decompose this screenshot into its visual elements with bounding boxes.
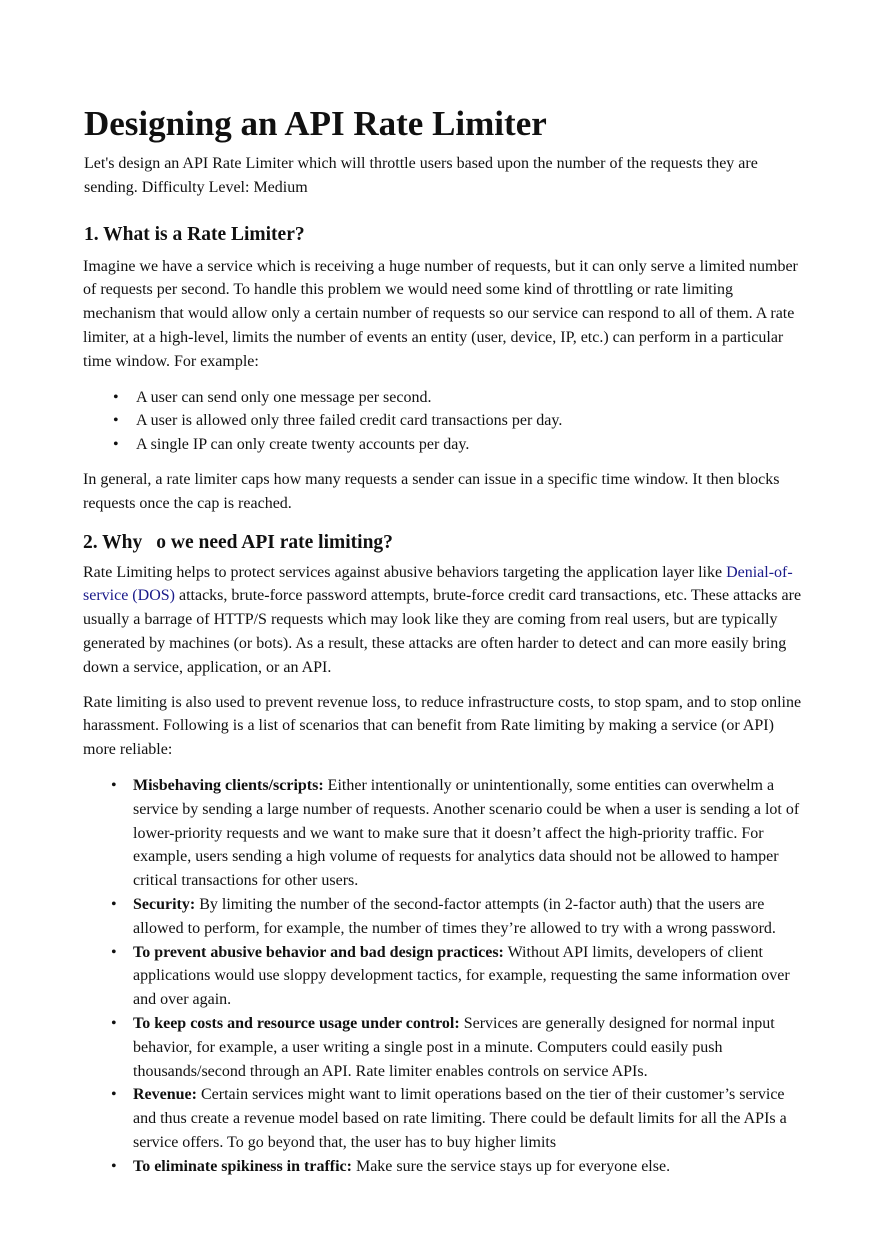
dos-link[interactable]: Denial-of-service (DOS) [83, 563, 793, 605]
scenario-text: Certain services might want to limit operations based on the tier of their customer’s service and thus create a revenue model based on rate limiting. There could be default limits for all the APIs a service offers. To go beyond that, the user has to buy higher limits [133, 1086, 787, 1151]
scenario-title: Revenue: [133, 1086, 197, 1104]
document-page [83, 104, 803, 1178]
bullet-icon: • [113, 436, 119, 454]
bullet-icon: • [111, 1086, 117, 1104]
section-2-paragraph-2: Rate limiting is also used to prevent revenue loss, to reduce infrastructure costs, to stop spam, and to stop online harassment. Following is a list of scenarios that can benefit from Rate limiting by making a service (or API) more reliable: [83, 693, 802, 759]
list-item [83, 433, 803, 457]
scenario-title: To prevent abusive behavior and bad design practices: [133, 943, 504, 961]
scenario-title: To keep costs and resource usage under control: [133, 1014, 460, 1032]
p1-text-before-link: Rate Limiting helps to protect services against abusive behaviors targeting the application layer like [83, 563, 723, 581]
bullet-icon: • [111, 1014, 117, 1032]
list-item [83, 941, 803, 1012]
list-item [83, 1083, 803, 1154]
list-item-text: A single IP can only create twenty accounts per day. [136, 436, 470, 454]
section-1-heading: 1. What is a Rate Limiter? [84, 223, 305, 245]
section-2-paragraph-1 [83, 561, 803, 680]
list-item-text: A user is allowed only three failed credit card transactions per day. [136, 412, 563, 430]
bullet-icon: • [111, 1157, 117, 1175]
section-1-closing: In general, a rate limiter caps how many requests a sender can issue in a specific time window. It then blocks requests once the cap is reached. [83, 470, 780, 512]
scenario-title: Security: [133, 895, 196, 913]
list-item [83, 1012, 803, 1083]
list-item [83, 893, 803, 941]
scenario-title: Misbehaving clients/scripts: [133, 776, 324, 794]
intro-paragraph: Let's design an API Rate Limiter which will throttle users based upon the number of the requests they are sending. Difficulty Level: Medium [84, 155, 758, 196]
list-item-text: A user can send only one message per second. [136, 388, 432, 406]
section-2-heading-part1: 2. Why [83, 531, 143, 553]
bullet-icon: • [111, 943, 117, 961]
section-2-heading-part2: o we need API rate limiting? [156, 531, 393, 553]
scenario-text: Without API limits, developers of client applications would use sloppy development tactics, for example, requesting the same information over and over again. [133, 943, 790, 1009]
bullet-icon: • [111, 776, 117, 794]
list-item [83, 386, 803, 410]
list-item [83, 1155, 803, 1179]
bullet-icon: • [113, 412, 119, 430]
bullet-icon: • [111, 895, 117, 913]
scenario-title: To eliminate spikiness in traffic: [133, 1157, 352, 1175]
bullet-icon: • [113, 388, 119, 406]
scenario-text: Services are generally designed for normal input behavior, for example, a user writing a single post in a minute. Computers could easily push thousands/second through an API. Rate limiter enables controls on service APIs. [133, 1014, 775, 1080]
scenarios-list [83, 774, 803, 1179]
list-item [83, 409, 803, 433]
p1-text-after-link: attacks, brute-force password attempts, brute-force credit card transactions, etc. These attacks are usually a barrage of HTTP/S requests which may look like they are coming from real users, but are typically generated by machines (or bots). As a result, these attacks are often harder to detect and can more easily bring down a service, application, or an API. [83, 587, 802, 676]
scenario-text: By limiting the number of the second-factor attempts (in 2-factor auth) that the users are allowed to perform, for example, the number of times they’re allowed to try with a wrong password. [133, 895, 776, 937]
page-title: Designing an API Rate Limiter [84, 104, 547, 143]
list-item [83, 774, 803, 893]
examples-list [83, 386, 803, 457]
scenario-text: Make sure the service stays up for everyone else. [355, 1157, 671, 1175]
scenario-text: Either intentionally or unintentionally, some entities can overwhelm a service by sending a large number of requests. Another scenario could be when a user is sending a lot of lower-priority requests and we want to make sure that it doesn’t affect the high-priority traffic. For example, users sending a high volume of requests for analytics data should not be allowed to hamper critical transactions for other users. [133, 776, 800, 890]
section-1-paragraph: Imagine we have a service which is receiving a huge number of requests, but it can only serve a limited number of requests per second. To handle this problem we would need some kind of throttling or rate limiting mechanism that would allow only a certain number of requests so our service can respond to all of them. A rate limiter, at a high-level, limits the number of events an entity (user, device, IP, etc.) can perform in a particular time window. For example: [83, 257, 798, 370]
section-2-heading [83, 531, 803, 555]
